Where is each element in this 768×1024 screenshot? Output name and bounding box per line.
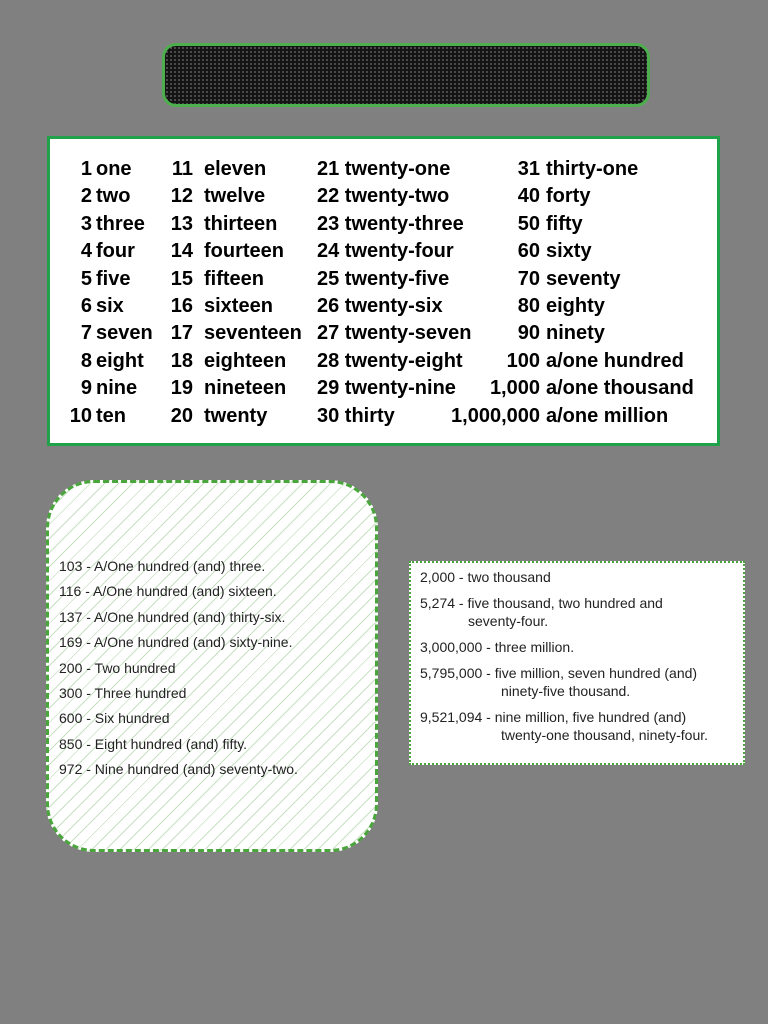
number-word: twenty: [204, 404, 268, 427]
number-word: thirty-one: [546, 158, 639, 180]
large-numbers-card: [409, 561, 745, 765]
number-word: nine: [96, 377, 138, 400]
number-cell: 25 twenty-five: [317, 267, 450, 290]
number-digit: 4: [80, 240, 92, 263]
number-cell: 28 twenty-eight: [317, 349, 463, 372]
number-cell: 26 twenty-six: [317, 295, 443, 317]
hundreds-example: 169 - A/One hundred (and) sixty-nine.: [59, 634, 293, 651]
large-number-line: 5,274 - five thousand, two hundred and: [420, 595, 663, 611]
number-cell: 22 twenty-two: [317, 185, 450, 208]
number-cell: 29 twenty-nine: [317, 377, 456, 400]
number-word: eighty: [546, 295, 605, 317]
number-digit: 18: [170, 349, 193, 372]
number-cell: 21 twenty-one: [317, 158, 451, 180]
number-word: sixty: [546, 240, 592, 263]
number-digit: 80: [517, 295, 540, 317]
number-word: fourteen: [204, 240, 284, 263]
number-digit: 5: [80, 267, 92, 290]
number-word: four: [96, 240, 135, 263]
number-digit: 10: [69, 404, 92, 427]
number-word: three: [96, 212, 145, 235]
hundreds-example: 600 - Six hundred: [59, 710, 170, 727]
large-number-continuation: seventy-four.: [468, 613, 549, 629]
number-digit: 1,000: [489, 377, 540, 400]
number-digit: 90: [517, 322, 540, 345]
large-number-line: 2,000 - two thousand: [420, 569, 551, 585]
number-digit: 14: [170, 240, 193, 263]
number-digit: 60: [517, 240, 540, 263]
number-digit: 100: [506, 349, 540, 372]
number-digit: 1,000,000: [451, 404, 540, 427]
number-word: seventeen: [204, 322, 302, 345]
number-digit: 19: [170, 377, 193, 400]
number-digit: 16: [170, 295, 193, 317]
number-digit: 20: [170, 404, 193, 427]
number-digit: 70: [517, 267, 540, 290]
number-digit: 6: [80, 295, 92, 317]
number-digit: 3: [80, 212, 92, 235]
hundreds-examples-card: [46, 480, 378, 852]
number-cell: 24 twenty-four: [317, 240, 454, 263]
number-cell: 30 thirty: [317, 404, 395, 427]
number-digit: 13: [170, 212, 193, 235]
hundreds-example: 300 - Three hundred: [59, 684, 187, 701]
number-cell: 27 twenty-seven: [317, 322, 472, 345]
number-word: seventy: [546, 267, 621, 290]
number-word: ninety: [546, 322, 605, 345]
number-word: a/one thousand: [546, 377, 694, 400]
number-digit: 7: [80, 322, 92, 345]
number-word: eleven: [204, 158, 267, 180]
number-word: fifty: [546, 212, 583, 235]
number-digit: 17: [170, 322, 193, 345]
number-word: five: [96, 267, 131, 290]
number-digit: 8: [80, 349, 92, 372]
large-number-continuation: twenty-one thousand, ninety-four.: [501, 727, 709, 743]
number-word: a/one million: [546, 404, 669, 427]
title-banner: [162, 43, 650, 107]
number-word: thirteen: [204, 212, 278, 235]
number-digit: 50: [517, 212, 540, 235]
numbers-table-card: [47, 136, 720, 446]
number-word: sixteen: [204, 295, 273, 317]
large-number-example: [420, 594, 742, 630]
hundreds-example: 200 - Two hundred: [59, 659, 176, 676]
hundreds-example: 116 - A/One hundred (and) sixteen.: [59, 583, 277, 600]
hundreds-example: 850 - Eight hundred (and) fifty.: [59, 735, 248, 752]
large-number-line: 5,795,000 - five million, seven hundred (and): [420, 665, 698, 681]
number-digit: 9: [80, 377, 92, 400]
hundreds-example: 103 - A/One hundred (and) three.: [59, 558, 266, 574]
number-digit: 40: [517, 185, 540, 208]
number-digit: 1: [80, 158, 92, 180]
large-number-example: [420, 708, 742, 744]
number-word: twelve: [204, 185, 266, 208]
number-cell: 23 twenty-three: [317, 212, 464, 235]
number-digit: 2: [80, 185, 92, 208]
number-digit: 11: [171, 158, 193, 180]
number-word: nineteen: [204, 377, 287, 400]
number-word: forty: [546, 185, 591, 208]
hundreds-example: 137 - A/One hundred (and) thirty-six.: [59, 608, 286, 625]
number-word: seven: [96, 322, 153, 345]
large-number-example: [420, 568, 742, 586]
number-word: fifteen: [204, 267, 264, 290]
numbers-table: [50, 139, 717, 443]
number-word: ten: [96, 404, 126, 427]
number-digit: 15: [170, 267, 193, 290]
large-number-line: 3,000,000 - three million.: [420, 639, 575, 655]
large-number-line: 9,521,094 - nine million, five hundred (and): [420, 709, 687, 725]
large-number-example: [420, 664, 742, 700]
number-word: six: [96, 295, 124, 317]
number-digit: 12: [170, 185, 193, 208]
hundreds-example: 972 - Nine hundred (and) seventy-two.: [59, 761, 298, 778]
number-word: eight: [96, 349, 144, 372]
large-numbers-list: [420, 568, 742, 752]
number-word: eighteen: [204, 349, 287, 372]
large-number-continuation: ninety-five thousand.: [501, 683, 631, 699]
hundreds-list: [59, 556, 298, 785]
number-word: two: [96, 185, 131, 208]
large-number-example: [420, 638, 742, 656]
number-digit: 31: [517, 158, 540, 180]
number-word: a/one hundred: [546, 349, 684, 372]
number-word: one: [96, 158, 132, 180]
